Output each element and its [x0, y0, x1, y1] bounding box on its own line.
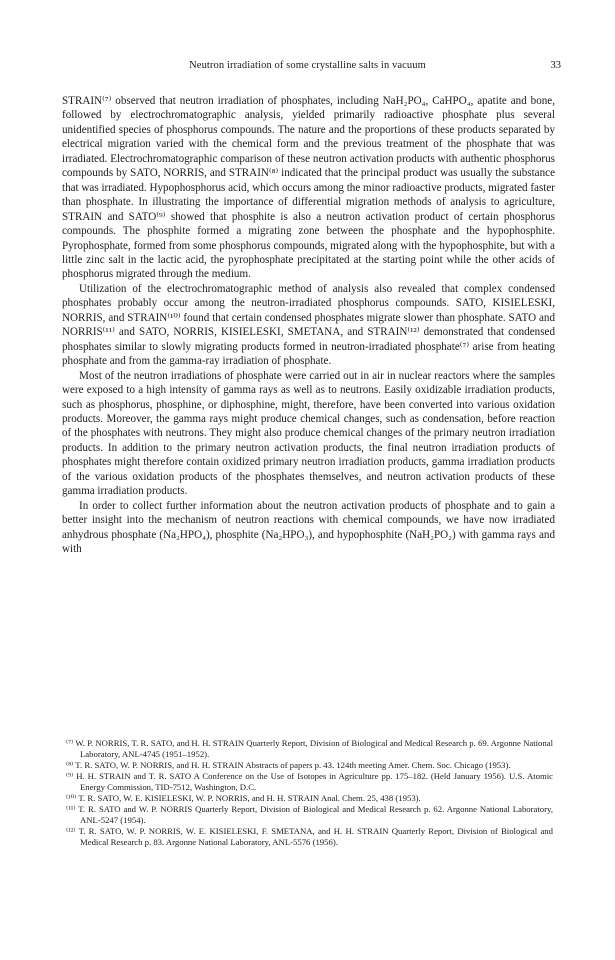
footnote: ⁽⁷⁾ W. P. NORRIS, T. R. SATO, and H. H. STRAIN Quarterly Report, Division of Biological and Medical Research p. 69. Argonne National Laboratory, ANL-4745 (1951–1952).	[66, 738, 553, 759]
paragraph: STRAIN⁽⁷⁾ observed that neutron irradiation of phosphates, including NaH₂PO₄, CaHPO₄, apatite and bone, followed by electrochromatographic analysis, yielded primarily radioactive phosphate plus several unidentified species of phosphorus compounds. The nature and the proportions of these products separated by electrical migration varied with the chemical form and the previous treatment of the phosphate that was irradiated. Electrochromatographic comparison of these neutron activation products with authentic phosphorus compounds by SATO, NORRIS, and STRAIN⁽⁸⁾ indicated that the principal product was usually the substance that was irradiated. Hypophosphorus acid, which occurs among the minor radioactive products, migrated faster than phosphate. In illustrating the importance of differential migration methods of analysis to agriculture, STRAIN and SATO⁽⁹⁾ showed that phosphite is also a neutron activation product of certain phosphorus compounds. The phosphite formed a migrating zone between the phosphate and the hypophosphite. Pyrophosphate, formed from some phosphorus compounds, migrated along with the hypophosphite, but with a little zinc salt in the lactic acid, the pyrophosphate precipitated at the starting point while the other acids of phosphorus migrated through the medium.	[62, 95, 555, 281]
footnote: ⁽⁹⁾ H. H. STRAIN and T. R. SATO A Conference on the Use of Isotopes in Agriculture pp. 175–182. (Held January 1956). U.S. Atomic Energy Commission, TID-7512, Washington, D.C.	[66, 771, 553, 792]
paragraph: Utilization of the electrochromatographic method of analysis also revealed that complex condensed phosphates probably occur among the neutron-irradiated phosphorus compounds. SATO, KISIELESKI, NORRIS, and STRAIN⁽¹⁰⁾ found that certain condensed phosphates migrate slower than phosphate. SATO and NORRIS⁽¹¹⁾ and SATO, NORRIS, KISIELESKI, SMETANA, and STRAIN⁽¹²⁾ demonstrated that condensed phosphates similar to slowly migrating products formed in neutron-irradiated phosphate⁽⁷⁾ arise from heating phosphate and from the gamma-ray irradiation of phosphate.	[62, 282, 555, 368]
paragraph: In order to collect further information about the neutron activation products of phosphate and to gain a better insight into the mechanism of neutron reactions with chemical compounds, we have now irradiated anhydrous phosphate (Na₂HPO₄), phosphite (Na₂HPO₃), and hypophosphite (NaH₂PO₂) with gamma rays and with	[62, 499, 555, 556]
footnote: ⁽¹⁰⁾ T. R. SATO, W. E. KISIELESKI, W. P. NORRIS, and H. H. STRAIN Anal. Chem. 25, 438 (1953).	[66, 793, 421, 803]
paragraph: Most of the neutron irradiations of phosphate were carried out in air in nuclear reactors where the samples were exposed to a high intensity of gamma rays as well as to neutrons. Easily oxidizable irradiation products, such as phosphorus, phosphine, or diphosphine, might, therefore, have been converted into various oxidation products. Moreover, the gamma rays might produce chemical changes, such as condensation, before reaction of the phosphates with neutrons. They might also produce chemical changes of the primary neutron irradiation products. In addition to the primary neutron activation products, the final neutron irradiation products of phosphates might therefore contain oxidized primary neutron irradiation products, gamma irradiation products of the various oxidation products of the phosphates themselves, and neutron activation products of these gamma irradiation products.	[62, 369, 555, 498]
running-title: Neutron irradiation of some crystalline salts in vacuum	[189, 60, 426, 71]
footnotes	[66, 738, 553, 848]
body-text	[62, 94, 555, 557]
page-header	[60, 60, 561, 76]
footnote: ⁽⁸⁾ T. R. SATO, W. P. NORRIS, and H. H. STRAIN Abstracts of papers p. 43. 124th meeting Amer. Chem. Soc. Chicago (1953).	[66, 760, 511, 770]
footnote: ⁽¹¹⁾ T. R. SATO and W. P. NORRIS Quarterly Report, Division of Biological and Medical Research p. 62. Argonne National Laboratory, ANL-5247 (1954).	[66, 804, 553, 825]
page-number: 33	[550, 60, 561, 71]
footnote: ⁽¹²⁾ T. R. SATO, W. P. NORRIS, W. E. KISIELESKI, F. SMETANA, and H. H. STRAIN Quarterly Report, Division of Biological and Medical Research p. 83. Argonne National Laboratory, ANL-5576 (1956).	[66, 826, 553, 847]
